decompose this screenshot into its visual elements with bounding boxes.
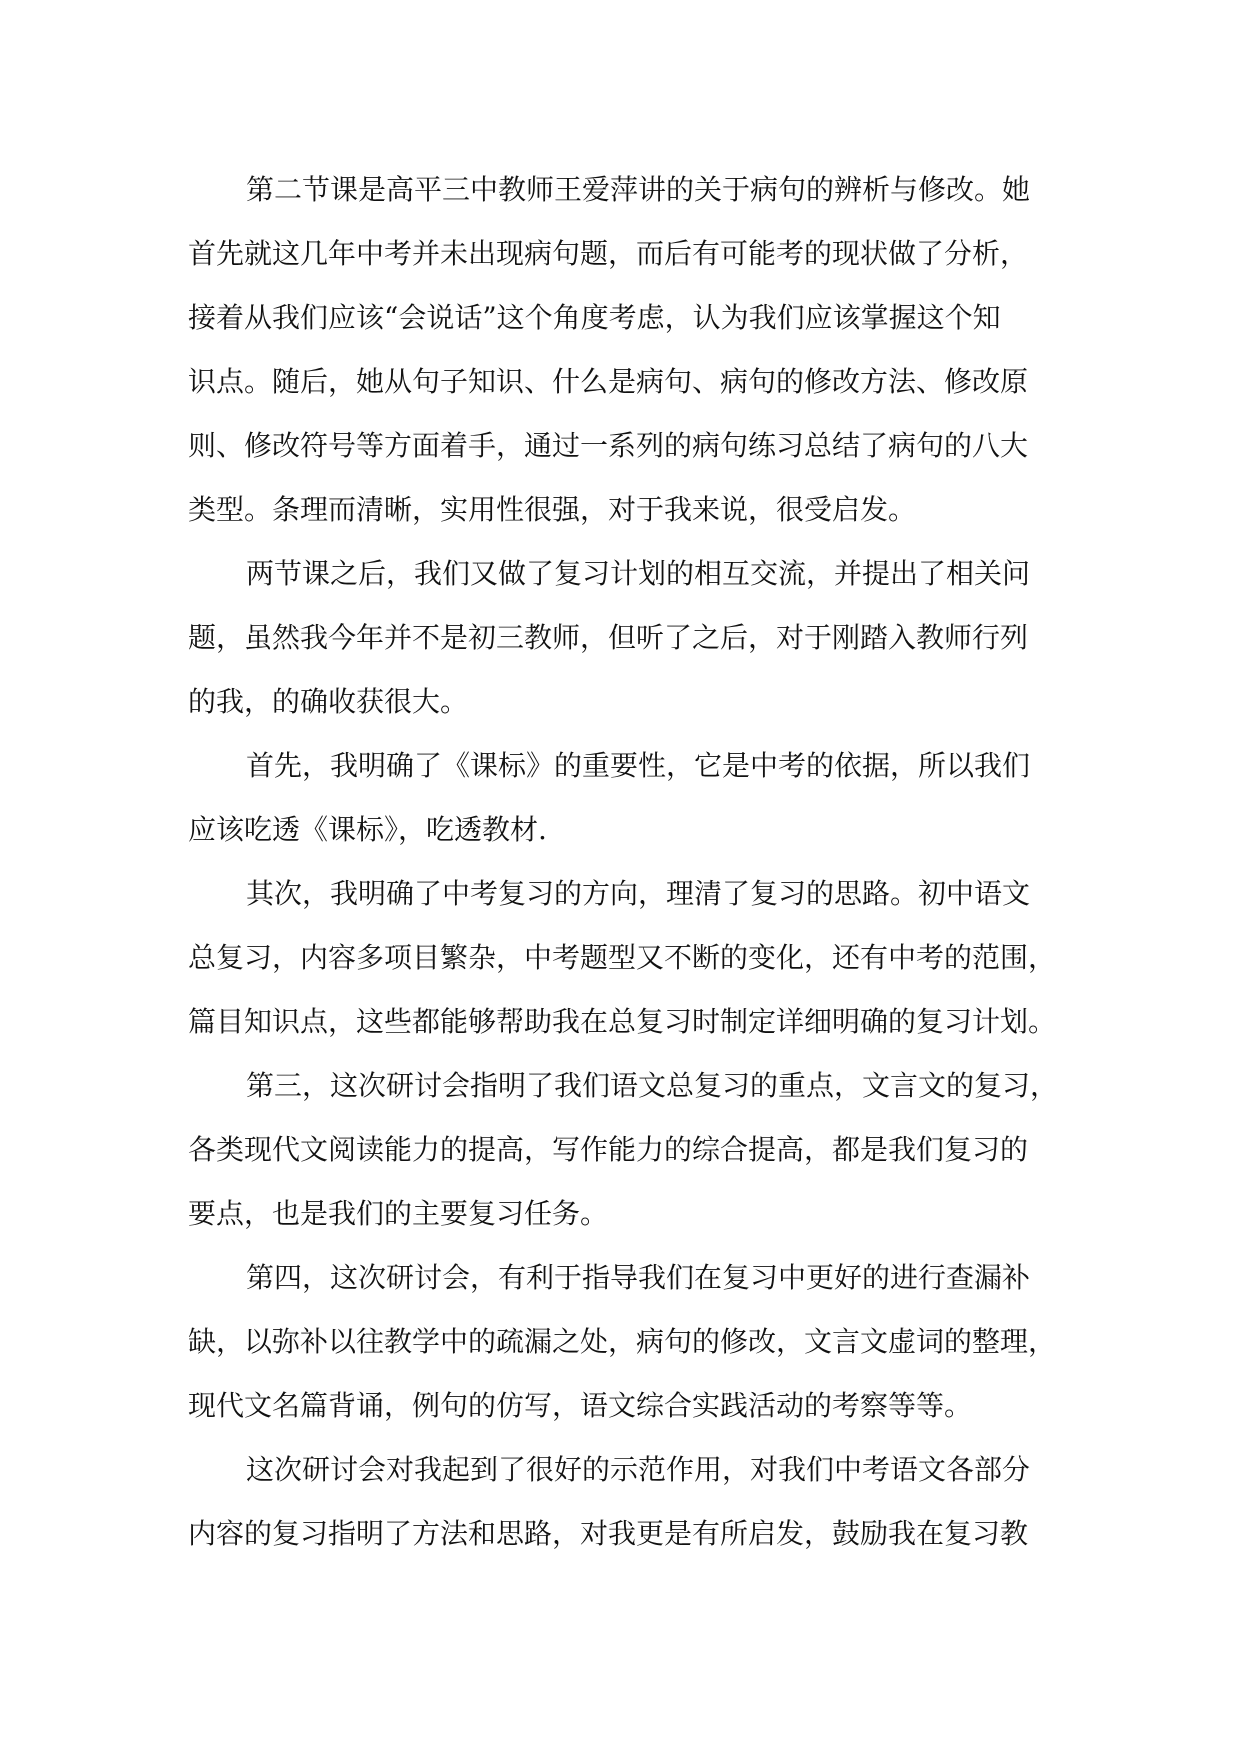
- text-line: 第三，这次研讨会指明了我们语文总复习的重点，文言文的复习，: [246, 1069, 1059, 1102]
- text-line: 第二节课是高平三中教师王爱萍讲的关于病句的辨析与修改。她: [246, 173, 1031, 206]
- text-line: 题，虽然我今年并不是初三教师，但听了之后，对于刚踏入教师行列: [188, 621, 1029, 654]
- text-line: 接着从我们应该“会说话”这个角度考虑，认为我们应该掌握这个知: [188, 301, 1001, 334]
- document-body: [188, 158, 1059, 1566]
- text-line: 要点，也是我们的主要复习任务。: [188, 1197, 609, 1230]
- text-line: 内容的复习指明了方法和思路，对我更是有所启发，鼓励我在复习教: [188, 1517, 1029, 1550]
- text-line: 类型。条理而清晰，实用性很强，对于我来说，很受启发。: [188, 493, 917, 526]
- text-line: 现代文名篇背诵，例句的仿写，语文综合实践活动的考察等等。: [188, 1389, 973, 1422]
- text-line: 则、修改符号等方面着手，通过一系列的病句练习总结了病句的八大: [188, 429, 1029, 462]
- text-line: 的我，的确收获很大。: [188, 685, 469, 718]
- text-line: 首先，我明确了《课标》的重要性，它是中考的依据，所以我们: [246, 749, 1031, 782]
- text-line: 首先就这几年中考并未出现病句题，而后有可能考的现状做了分析，: [188, 237, 1029, 270]
- text-line: 总复习，内容多项目繁杂，中考题型又不断的变化，还有中考的范围，: [188, 941, 1057, 974]
- text-line: 第四，这次研讨会，有利于指导我们在复习中更好的进行查漏补: [246, 1261, 1031, 1294]
- text-line: 各类现代文阅读能力的提高，写作能力的综合提高，都是我们复习的: [188, 1133, 1029, 1166]
- text-line: 两节课之后，我们又做了复习计划的相互交流，并提出了相关问: [246, 557, 1031, 590]
- text-line: 篇目知识点，这些都能够帮助我在总复习时制定详细明确的复习计划。: [188, 1005, 1057, 1038]
- text-line: 应该吃透《课标》，吃透教材.: [188, 813, 547, 846]
- text-line: 其次，我明确了中考复习的方向，理清了复习的思路。初中语文: [246, 877, 1031, 910]
- text-line: 缺，以弥补以往教学中的疏漏之处，病句的修改，文言文虚词的整理，: [188, 1325, 1057, 1358]
- text-line: 这次研讨会对我起到了很好的示范作用，对我们中考语文各部分: [246, 1453, 1031, 1486]
- text-line: 识点。随后，她从句子知识、什么是病句、病句的修改方法、修改原: [188, 365, 1029, 398]
